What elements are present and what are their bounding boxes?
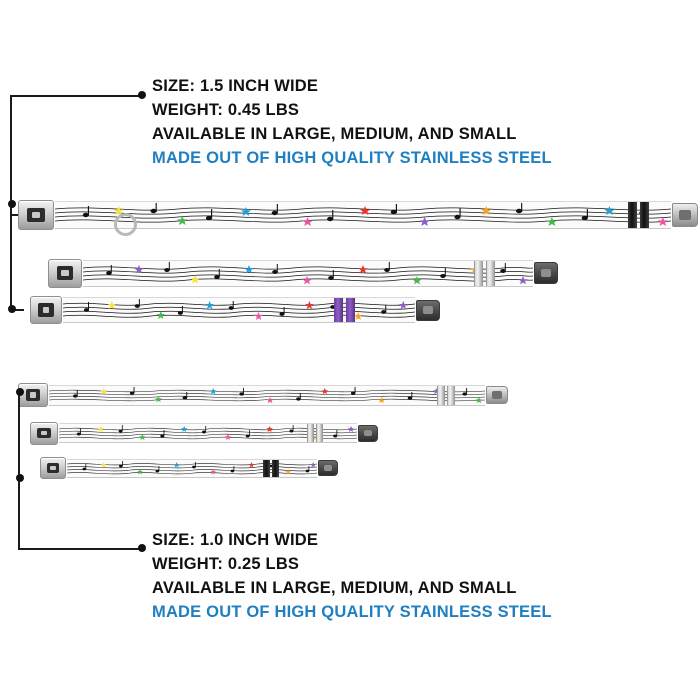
callout-line: AVAILABLE IN LARGE, MEDIUM, AND SMALL	[152, 579, 517, 597]
callout-line: AVAILABLE IN LARGE, MEDIUM, AND SMALL	[152, 125, 517, 143]
music-note-pattern	[83, 261, 533, 286]
collar-strap	[83, 260, 533, 287]
leader-line-top-horizontal	[10, 95, 142, 97]
collar-end-clip	[486, 386, 508, 404]
collar-slider-hardware	[272, 459, 279, 478]
collar-slider-hardware	[474, 260, 483, 287]
callout-line: WEIGHT: 0.45 LBS	[152, 101, 300, 119]
seatbelt-buckle-icon	[30, 422, 58, 445]
collar-slider-hardware	[334, 297, 343, 323]
collar-slider-hardware	[628, 201, 637, 229]
collar-strap	[49, 385, 485, 406]
collar-slider-hardware	[447, 385, 455, 406]
collar-strap	[55, 201, 671, 229]
seatbelt-buckle-icon	[40, 457, 66, 479]
large-collar-narrow[interactable]	[18, 382, 508, 408]
medium-collar-narrow[interactable]	[30, 421, 378, 445]
callout-line: SIZE: 1.5 INCH WIDE	[152, 77, 319, 95]
medium-collar-wide[interactable]	[48, 257, 558, 289]
large-collar-wide[interactable]	[18, 199, 698, 231]
callout-line: SIZE: 1.0 INCH WIDE	[152, 531, 319, 549]
collar-slider-hardware	[486, 260, 495, 287]
seatbelt-buckle-icon	[48, 259, 82, 288]
collar-slider-hardware	[307, 423, 314, 443]
collar-strap	[67, 459, 317, 478]
callout-line-accent: MADE OUT OF HIGH QUALITY STAINLESS STEEL	[152, 149, 552, 167]
music-note-pattern	[63, 298, 415, 322]
collar-slider-hardware	[346, 297, 355, 323]
small-collar-narrow[interactable]	[40, 456, 338, 480]
collar-end-clip	[358, 425, 378, 442]
small-collar-wide[interactable]	[30, 295, 440, 325]
callout-line-accent: MADE OUT OF HIGH QUALITY STAINLESS STEEL	[152, 603, 552, 621]
leader-dot-bottom	[138, 544, 146, 552]
leader-line-bottom-vertical	[18, 392, 20, 550]
music-note-pattern	[49, 386, 485, 405]
collar-slider-hardware	[640, 201, 649, 229]
music-note-pattern	[67, 460, 317, 477]
leader-line-bottom-horizontal	[18, 548, 142, 550]
collar-end-clip	[672, 203, 698, 227]
leader-dot-belt6	[16, 474, 24, 482]
collar-slider-hardware	[316, 423, 323, 443]
seatbelt-buckle-icon	[30, 296, 62, 324]
collar-end-clip	[318, 460, 338, 476]
collar-slider-hardware	[263, 459, 270, 478]
callout-line: WEIGHT: 0.25 LBS	[152, 555, 300, 573]
callout-text-narrow	[152, 528, 552, 624]
seatbelt-buckle-icon	[18, 200, 54, 230]
collar-strap	[59, 423, 357, 443]
leader-dot-top	[138, 91, 146, 99]
leader-dot-belt1	[8, 200, 16, 208]
collar-strap	[63, 297, 415, 323]
leader-dot-belt3	[8, 305, 16, 313]
collar-slider-hardware	[437, 385, 445, 406]
leader-dot-belt4	[16, 388, 24, 396]
callout-text-wide	[152, 74, 552, 170]
collar-end-clip	[416, 300, 440, 321]
collar-end-clip	[534, 262, 558, 284]
music-note-pattern	[55, 202, 671, 228]
d-ring-icon	[114, 213, 137, 236]
